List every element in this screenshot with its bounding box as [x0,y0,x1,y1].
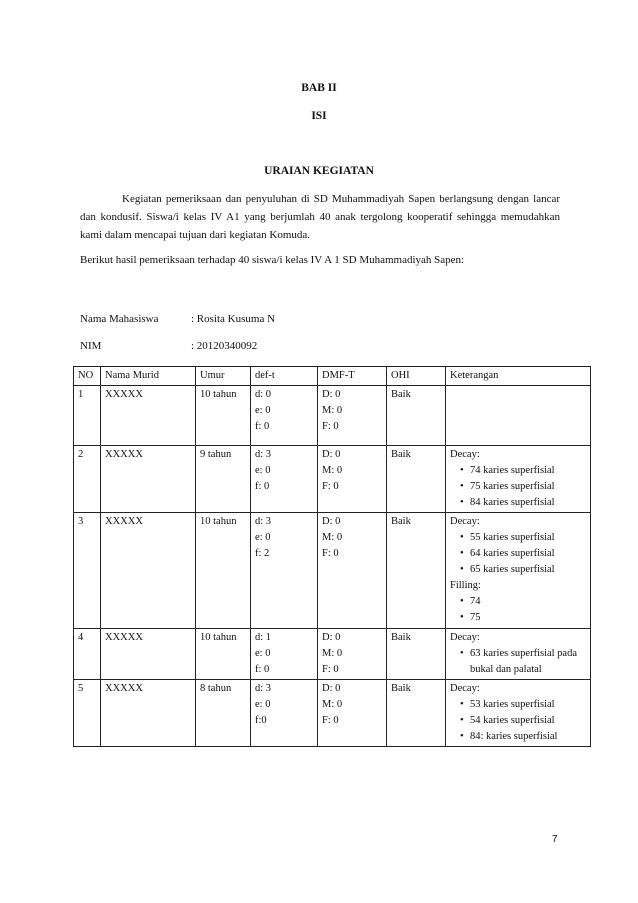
deft-cell-line: d: 3 [255,516,272,527]
deft-cell-line: f: 2 [255,548,270,559]
nim-label: NIM [80,340,102,352]
decay-list [450,463,586,511]
dmft-cell-line: M: 0 [322,699,343,710]
nim-value: : 20120340092 [191,340,258,352]
table-row [74,629,591,680]
deft-cell-line: e: 0 [255,465,271,476]
section-title: ISI [311,110,327,122]
table-header-cell: Nama Murid [101,367,196,386]
dmft-cell-line: M: 0 [322,405,343,416]
ohi-cell: Baik [387,446,446,513]
table-header-cell: def-t [251,367,318,386]
student-name-cell: XXXXX [101,386,196,446]
subsection-title: URAIAN KEGIATAN [264,165,374,177]
dmft-cell-line: M: 0 [322,648,343,659]
table-row [74,386,591,446]
decay-label: Decay: [450,683,480,694]
decay-list [450,646,586,678]
keterangan-cell [446,513,591,629]
table-row [74,513,591,629]
decay-item: • 75 karies superfisial [450,479,586,495]
deft-cell-line: d: 3 [255,683,272,694]
dmft-cell-line: D: 0 [322,516,341,527]
dmft-cell [318,513,387,629]
student-name-cell: XXXXX [101,629,196,680]
ohi-cell: Baik [387,680,446,747]
dmft-cell-line: D: 0 [322,683,341,694]
dmft-cell-line: F: 0 [322,481,339,492]
student-name-label: Nama Mahasiswa [80,313,159,325]
table-header-cell: Keterangan [446,367,591,386]
deft-cell-line: e: 0 [255,532,271,543]
table-header-cell: NO [74,367,101,386]
age-cell: 9 tahun [196,446,251,513]
decay-label: Decay: [450,449,480,460]
dmft-cell [318,386,387,446]
deft-cell [251,386,318,446]
deft-cell-line: e: 0 [255,648,271,659]
keterangan-cell [446,386,591,446]
row-number-cell: 2 [74,446,101,513]
decay-label: Decay: [450,632,480,643]
decay-item: • 65 karies superfisial [450,562,586,578]
decay-item: • 53 karies superfisial [450,697,586,713]
student-name-value: : Rosita Kusuma N [191,313,276,325]
dmft-cell-line: M: 0 [322,465,343,476]
age-cell: 10 tahun [196,629,251,680]
deft-cell [251,446,318,513]
dmft-cell-line: M: 0 [322,532,343,543]
ohi-cell: Baik [387,386,446,446]
keterangan-cell [446,629,591,680]
deft-cell-line: d: 1 [255,632,272,643]
examination-table [73,366,591,747]
age-cell: 10 tahun [196,386,251,446]
deft-cell-line: d: 0 [255,389,272,400]
decay-item: • 84 karies superfisial [450,495,586,511]
table-header-cell: Umur [196,367,251,386]
chapter-title: BAB II [301,82,337,94]
deft-cell-line: f: 0 [255,481,270,492]
dmft-cell [318,629,387,680]
decay-item: • 84: karies superfisial [450,729,586,745]
student-name-cell: XXXXX [101,680,196,747]
ohi-cell: Baik [387,629,446,680]
deft-cell-line: f: 0 [255,421,270,432]
row-number-cell: 5 [74,680,101,747]
dmft-cell [318,446,387,513]
decay-item: • 54 karies superfisial [450,713,586,729]
row-number-cell: 3 [74,513,101,629]
keterangan-cell [446,680,591,747]
ohi-cell: Baik [387,513,446,629]
decay-item: • 55 karies superfisial [450,530,586,546]
deft-cell-line: e: 0 [255,405,271,416]
intro-paragraph: Kegiatan pemeriksaan dan penyuluhan di SD Muhammadiyah Sapen berlangsung dengan lancar dan kondusif. Siswa/i kelas IV A1 yang berjumlah 40 anak tergolong kooperatif sehingga memudahkan kami dalam mencapai tujuan dari kegiatan Komuda. [80,193,560,241]
decay-item: • 64 karies superfisial [450,546,586,562]
dmft-cell-line: D: 0 [322,389,341,400]
table-header-cell: OHI [387,367,446,386]
decay-item: • 63 karies superfisial pada bukal dan palatal [450,646,586,678]
dmft-cell-line: F: 0 [322,715,339,726]
decay-label: Decay: [450,516,480,527]
age-cell: 8 tahun [196,680,251,747]
deft-cell [251,629,318,680]
filling-list [450,594,586,626]
decay-list [450,697,586,745]
deft-cell-line: e: 0 [255,699,271,710]
deft-cell [251,513,318,629]
table-header-row [74,367,591,386]
age-cell: 10 tahun [196,513,251,629]
decay-list [450,530,586,578]
dmft-cell-line: F: 0 [322,548,339,559]
table-body [74,386,591,747]
keterangan-cell [446,446,591,513]
deft-cell-line: d: 3 [255,449,272,460]
dmft-cell-line: F: 0 [322,664,339,675]
table-row [74,446,591,513]
student-name-cell: XXXXX [101,513,196,629]
filling-item: • 74 [450,594,586,610]
deft-cell-line: f: 0 [255,664,270,675]
filling-item: • 75 [450,610,586,626]
dmft-cell-line: D: 0 [322,632,341,643]
row-number-cell: 1 [74,386,101,446]
table-header-cell: DMF-T [318,367,387,386]
filling-label: Filling: [450,580,481,591]
dmft-cell [318,680,387,747]
table-row [74,680,591,747]
deft-cell-line: f:0 [255,715,267,726]
page-number: 7 [552,834,558,845]
result-intro-line: Berikut hasil pemeriksaan terhadap 40 siswa/i kelas IV A 1 SD Muhammadiyah Sapen: [80,254,465,266]
deft-cell [251,680,318,747]
student-name-cell: XXXXX [101,446,196,513]
row-number-cell: 4 [74,629,101,680]
decay-item: • 74 karies superfisial [450,463,586,479]
dmft-cell-line: D: 0 [322,449,341,460]
dmft-cell-line: F: 0 [322,421,339,432]
